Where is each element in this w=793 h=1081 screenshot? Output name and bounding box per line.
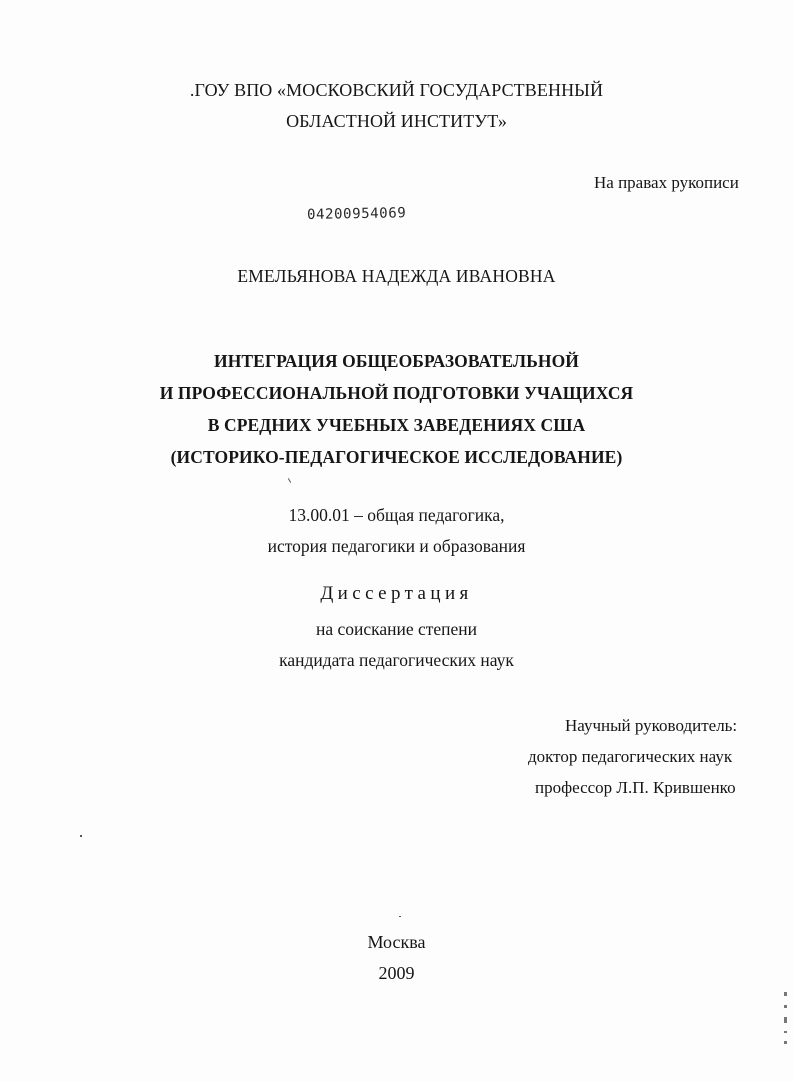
title-line-2: И ПРОФЕССИОНАЛЬНОЙ ПОДГОТОВКИ УЧАЩИХСЯ: [159, 383, 634, 403]
degree-name-line: кандидата педагогических наук: [279, 650, 514, 670]
scan-speck: [80, 835, 82, 837]
scan-speck: [288, 478, 291, 483]
institution-line-2: ОБЛАСТНОЙ ИНСТИТУТ»: [286, 111, 507, 131]
supervisor-name: профессор Л.П. Крившенко: [535, 778, 736, 797]
specialty-name-line: история педагогики и образования: [267, 536, 526, 556]
title-line-3: В СРЕДНИХ УЧЕБНЫХ ЗАВЕДЕНИЯХ США: [207, 415, 586, 435]
scan-edge-mark: [784, 1005, 787, 1008]
scan-edge-mark: [784, 1041, 787, 1044]
scan-edge-mark: [784, 992, 787, 996]
scan-speck: [399, 916, 401, 917]
supervisor-degree: доктор педагогических наук: [528, 747, 733, 766]
title-line-1: ИНТЕГРАЦИЯ ОБЩЕОБРАЗОВАТЕЛЬНОЙ: [213, 351, 579, 371]
author-name: ЕМЕЛЬЯНОВА НАДЕЖДА ИВАНОВНА: [237, 266, 556, 286]
title-line-4: (ИСТОРИКО-ПЕДАГОГИЧЕСКОЕ ИССЛЕДОВАНИЕ): [170, 447, 623, 467]
manuscript-note: На правах рукописи: [594, 173, 739, 192]
specialty-code-line: 13.00.01 – общая педагогика,: [288, 505, 505, 525]
registry-code-stamp: 04200954069: [306, 205, 407, 223]
scan-edge-mark: [784, 1017, 787, 1023]
year: 2009: [378, 963, 415, 983]
institution-line-1: .ГОУ ВПО «МОСКОВСКИЙ ГОСУДАРСТВЕННЫЙ: [189, 80, 604, 100]
scan-edge-mark: [784, 1031, 787, 1033]
supervisor-label: Научный руководитель:: [565, 716, 738, 735]
city: Москва: [367, 932, 426, 952]
degree-purpose-line: на соискание степени: [315, 619, 478, 639]
dissertation-heading: Диссертация: [320, 583, 473, 604]
